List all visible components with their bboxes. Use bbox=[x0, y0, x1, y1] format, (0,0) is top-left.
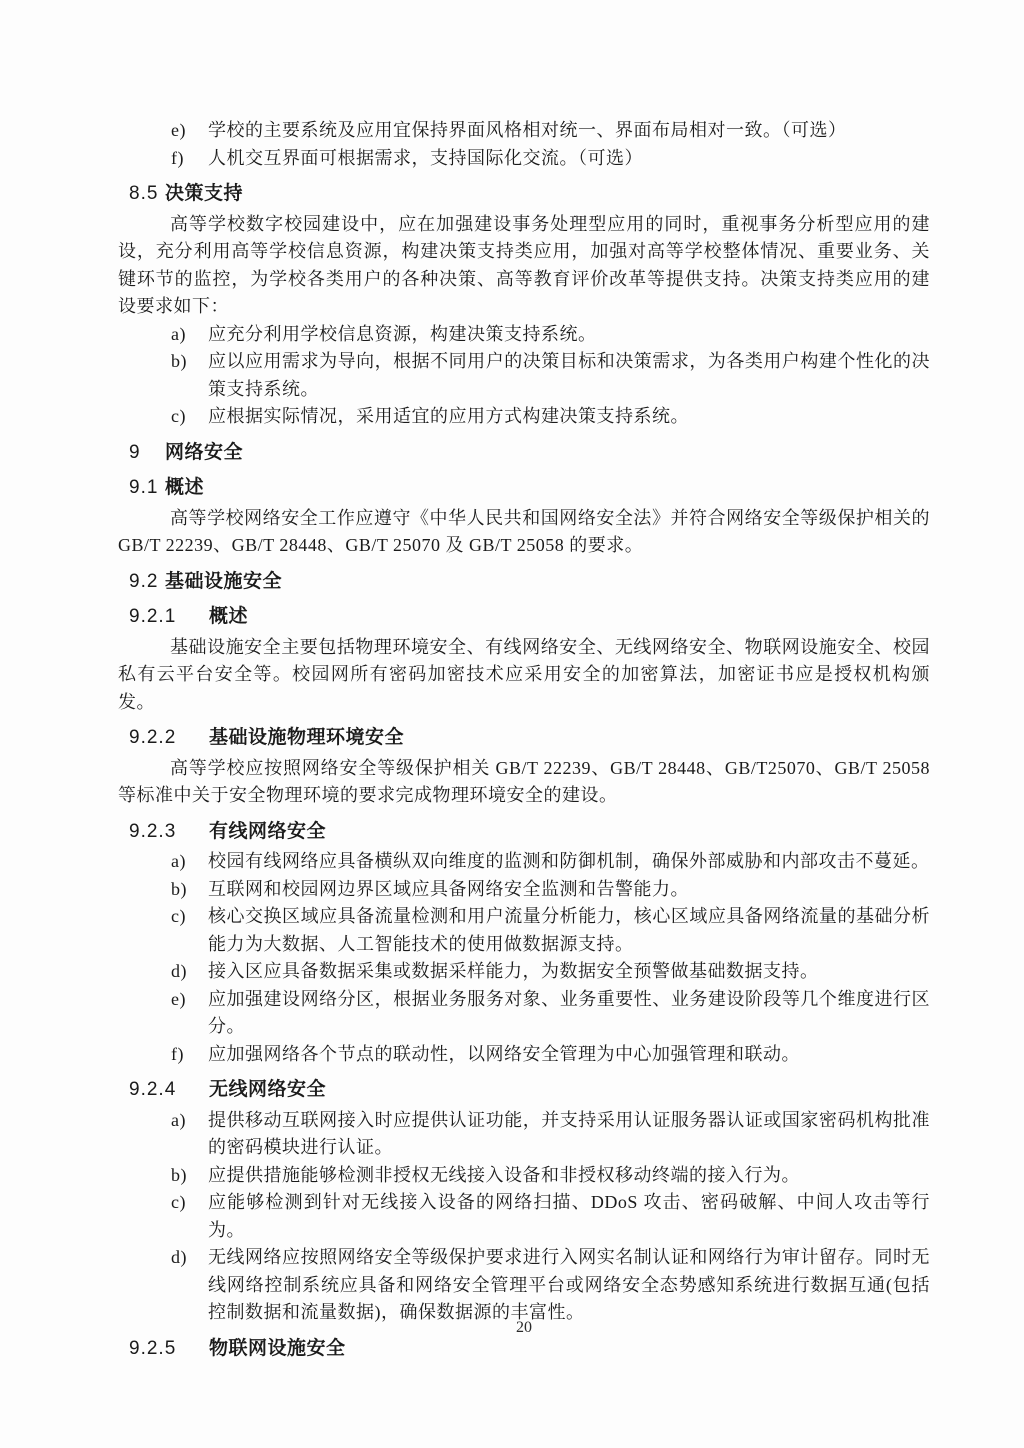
section-number: 9.1 bbox=[129, 477, 159, 498]
list-item-text: 提供移动互联网接入时应提供认证功能，并支持采用认证服务器认证或国家密码机构批准的密码模块进行认证。 bbox=[208, 1109, 930, 1157]
list-item bbox=[118, 903, 930, 958]
list-item bbox=[118, 403, 930, 431]
list-item-text: 应能够检测到针对无线接入设备的网络扫描、DDoS 攻击、密码破解、中间人攻击等行为。 bbox=[208, 1192, 930, 1240]
section-number: 9.2.3 bbox=[129, 820, 177, 842]
list-item bbox=[118, 348, 930, 403]
list-item-text: 人机交互界面可根据需求，支持国际化交流。（可选） bbox=[208, 147, 643, 168]
list-item bbox=[118, 1244, 930, 1327]
list-item-label: b) bbox=[171, 1164, 187, 1185]
list-item-label: b) bbox=[171, 351, 187, 371]
paragraph: 基础设施安全主要包括物理环境安全、有线网络安全、无线网络安全、物联网设施安全、校园私有云平台安全等。校园网所有密码加密技术应采用安全的加密算法，加密证书应是授权机构颁发。 bbox=[118, 636, 930, 712]
list-item-text: 接入区应具备数据采集或数据采样能力，为数据安全预警做基础数据支持。 bbox=[208, 961, 819, 981]
list-item-label: c) bbox=[171, 406, 186, 426]
list-item-text: 应加强建设网络分区，根据业务服务对象、业务重要性、业务建设阶段等几个维度进行区分。 bbox=[208, 988, 930, 1036]
list-item bbox=[118, 145, 930, 173]
clause-list bbox=[118, 321, 930, 431]
section-number: 9.2.2 bbox=[129, 727, 177, 748]
list-item bbox=[118, 986, 930, 1041]
section-heading-9 bbox=[118, 439, 930, 467]
section-title: 物联网设施安全 bbox=[209, 1337, 346, 1359]
section-number: 8.5 bbox=[129, 183, 159, 204]
section-heading-9-2-3 bbox=[118, 818, 930, 846]
paragraph: 高等学校网络安全工作应遵守《中华人民共和国网络安全法》并符合网络安全等级保护相关的 GB/T 22239、GB/T 28448、GB/T 25070 及 GB/T 25058 的要求。 bbox=[118, 507, 930, 555]
list-item-text: 核心交换区域应具备流量检测和用户流量分析能力，核心区域应具备网络流量的基础分析能力为大数据、人工智能技术的使用做数据源支持。 bbox=[208, 906, 930, 954]
section-title: 基础设施物理环境安全 bbox=[209, 727, 405, 748]
list-item-label: d) bbox=[171, 961, 187, 981]
section-heading-8-5 bbox=[118, 180, 930, 208]
list-item-text: 互联网和校园网边界区域应具备网络安全监测和告警能力。 bbox=[208, 878, 689, 899]
list-item bbox=[118, 1107, 930, 1162]
section-number: 9.2.1 bbox=[129, 606, 177, 627]
list-item bbox=[118, 876, 930, 904]
list-item-text: 应以应用需求为导向，根据不同用户的决策目标和决策需求，为各类用户构建个性化的决策支持系统。 bbox=[208, 351, 930, 399]
list-item-text: 学校的主要系统及应用宜保持界面风格相对统一、界面布局相对一致。（可选） bbox=[208, 120, 847, 140]
list-item-label: f) bbox=[171, 1043, 184, 1064]
section-title: 无线网络安全 bbox=[209, 1079, 327, 1100]
paragraph: 高等学校应按照网络安全等级保护相关 GB/T 22239、GB/T 28448、GB/T25070、GB/T 25058 等标准中关于安全物理环境的要求完成物理环境安全的建设。 bbox=[118, 757, 930, 805]
list-item-label: d) bbox=[171, 1247, 187, 1267]
list-item-text: 应提供措施能够检测非授权无线接入设备和非授权移动终端的接入行为。 bbox=[208, 1164, 800, 1185]
section-title: 有线网络安全 bbox=[209, 820, 327, 842]
section-heading-9-2-5 bbox=[118, 1335, 930, 1363]
list-item-text: 校园有线网络应具备横纵双向维度的监测和防御机制，确保外部威胁和内部攻击不蔓延。 bbox=[208, 851, 930, 871]
list-item-label: f) bbox=[171, 147, 184, 168]
section-title: 概述 bbox=[165, 477, 205, 498]
list-item bbox=[118, 1041, 930, 1069]
list-item-label: e) bbox=[171, 988, 186, 1009]
list-item-label: a) bbox=[171, 1109, 186, 1130]
list-item-label: c) bbox=[171, 906, 186, 926]
clause-list bbox=[118, 117, 930, 172]
list-item-text: 应充分利用学校信息资源，构建决策支持系统。 bbox=[208, 323, 597, 344]
list-item-label: b) bbox=[171, 878, 187, 899]
list-item-text: 无线网络应按照网络安全等级保护要求进行入网实名制认证和网络行为审计留存。同时无线网络控制系统应具备和网络安全管理平台或网络安全态势感知系统进行数据互通(包括控制数据和流量数据)，确保数据源的丰富性。 bbox=[208, 1247, 930, 1322]
section-title: 概述 bbox=[209, 606, 249, 627]
clause-list bbox=[118, 1107, 930, 1327]
clause-list bbox=[118, 848, 930, 1068]
list-item-label: a) bbox=[171, 851, 186, 871]
section-title: 网络安全 bbox=[165, 441, 244, 463]
section-title: 基础设施安全 bbox=[165, 570, 283, 592]
list-item bbox=[118, 321, 930, 349]
list-item bbox=[118, 848, 930, 876]
list-item bbox=[118, 1162, 930, 1190]
section-heading-9-1 bbox=[118, 474, 930, 502]
list-item bbox=[118, 958, 930, 986]
section-number: 9.2 bbox=[129, 570, 159, 592]
document-content bbox=[118, 117, 930, 1365]
list-item bbox=[118, 1189, 930, 1244]
list-item-label: c) bbox=[171, 1192, 186, 1212]
section-heading-9-2 bbox=[118, 568, 930, 596]
paragraph: 高等学校数字校园建设中，应在加强建设事务处理型应用的同时，重视事务分析型应用的建设，充分利用高等学校信息资源，构建决策支持类应用，加强对高等学校整体情况、重要业务、关键环节的监控，为学校各类用户的各种决策、高等教育评价改革等提供支持。决策支持类应用的建设要求如下： bbox=[118, 213, 930, 316]
section-number: 9.2.5 bbox=[129, 1337, 177, 1359]
list-item bbox=[118, 117, 930, 145]
section-number: 9 bbox=[129, 441, 141, 463]
list-item-label: e) bbox=[171, 120, 186, 140]
page-number: 20 bbox=[516, 1319, 532, 1336]
list-item-text: 应根据实际情况，采用适宜的应用方式构建决策支持系统。 bbox=[208, 406, 689, 426]
section-number: 9.2.4 bbox=[129, 1079, 177, 1100]
list-item-label: a) bbox=[171, 323, 186, 344]
section-title: 决策支持 bbox=[165, 183, 244, 204]
section-heading-9-2-1 bbox=[118, 603, 930, 631]
list-item-text: 应加强网络各个节点的联动性，以网络安全管理为中心加强管理和联动。 bbox=[208, 1043, 800, 1064]
section-heading-9-2-2 bbox=[118, 724, 930, 752]
section-heading-9-2-4 bbox=[118, 1076, 930, 1104]
